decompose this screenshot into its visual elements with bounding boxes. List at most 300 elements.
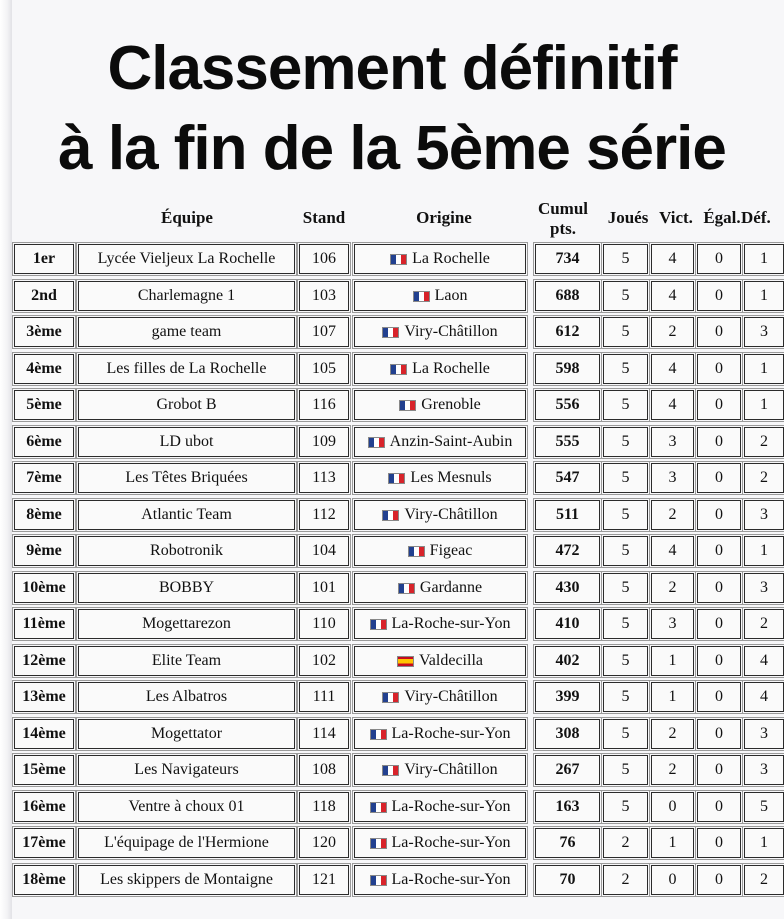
cumul-points: 399 — [555, 688, 580, 705]
egal-cell — [697, 609, 741, 639]
fr-flag-icon — [368, 437, 385, 448]
team-cell — [78, 573, 295, 603]
team-name: LD ubot — [159, 433, 214, 450]
origin-name: La-Roche-sur-Yon — [391, 725, 511, 742]
joues-cell — [603, 609, 648, 639]
rank-label: 8ème — [26, 506, 62, 523]
origin-name: Anzin-Saint-Aubin — [389, 433, 513, 450]
origin-name: Viry-Châtillon — [404, 323, 498, 340]
table-row — [14, 240, 784, 276]
vict-cell — [651, 755, 694, 785]
stand-number: 110 — [312, 615, 336, 632]
origin-name: La-Roche-sur-Yon — [391, 615, 511, 632]
fr-flag-icon — [390, 254, 407, 265]
def-count: 1 — [760, 250, 768, 267]
team-name: Elite Team — [151, 652, 222, 669]
def-cell — [744, 719, 784, 749]
origin-cell — [354, 646, 526, 676]
team-cell — [78, 317, 295, 347]
egal-cell — [697, 719, 741, 749]
stand-number: 113 — [312, 469, 336, 486]
egal-count: 0 — [715, 798, 723, 815]
def-cell — [744, 682, 784, 712]
vict-cell — [651, 500, 694, 530]
stand-number: 102 — [312, 652, 336, 669]
origin-cell — [354, 792, 526, 822]
header-stand: Stand — [302, 208, 346, 227]
egal-cell — [697, 281, 741, 311]
page-title-line-2: à la fin de la 5ème série — [58, 114, 726, 183]
def-count: 4 — [760, 652, 768, 669]
team-cell — [78, 792, 295, 822]
joues-cell — [603, 536, 648, 566]
cumul-points: 556 — [555, 396, 580, 413]
fr-flag-icon — [408, 546, 425, 557]
rank-cell — [14, 463, 74, 493]
origin-name: Laon — [434, 287, 468, 304]
vict-count: 1 — [668, 688, 677, 705]
vict-cell — [651, 281, 694, 311]
egal-cell — [697, 828, 741, 858]
cumul-points: 612 — [555, 323, 580, 340]
rank-cell — [14, 281, 74, 311]
rank-label: 4ème — [26, 360, 62, 377]
team-cell — [78, 755, 295, 785]
def-cell — [744, 828, 784, 858]
def-cell — [744, 755, 784, 785]
origin-cell — [354, 865, 526, 895]
joues-cell — [603, 646, 648, 676]
rank-label: 12ème — [22, 652, 66, 669]
origin-name: Grenoble — [421, 396, 481, 413]
def-count: 3 — [760, 506, 768, 523]
stand-cell — [299, 573, 349, 603]
origin-cell — [354, 719, 526, 749]
joues-count: 5 — [621, 323, 630, 340]
egal-count: 0 — [715, 469, 723, 486]
table-row — [14, 642, 784, 678]
team-cell — [78, 390, 295, 420]
es-flag-icon — [397, 656, 414, 667]
team-cell — [78, 682, 295, 712]
vict-cell — [651, 828, 694, 858]
egal-count: 0 — [715, 287, 723, 304]
joues-count: 2 — [621, 871, 630, 888]
joues-count: 5 — [621, 506, 630, 523]
header-vict: Vict. — [659, 208, 693, 227]
cumul-cell — [535, 281, 600, 311]
vict-cell — [651, 609, 694, 639]
vict-count: 4 — [668, 287, 677, 304]
joues-count: 5 — [621, 798, 630, 815]
cumul-cell — [535, 390, 600, 420]
cumul-points: 308 — [555, 725, 580, 742]
joues-count: 5 — [621, 433, 630, 450]
table-row — [14, 824, 784, 860]
team-cell — [78, 865, 295, 895]
table-row — [14, 678, 784, 714]
cumul-cell — [535, 244, 600, 274]
origin-cell — [354, 244, 526, 274]
vict-cell — [651, 390, 694, 420]
def-cell — [744, 317, 784, 347]
joues-count: 5 — [621, 579, 630, 596]
header-def: Déf. — [741, 208, 771, 227]
team-name: Lycée Vieljeux La Rochelle — [97, 250, 276, 267]
cumul-cell — [535, 573, 600, 603]
vict-count: 4 — [668, 250, 677, 267]
rank-label: 2nd — [31, 287, 57, 304]
fr-flag-icon — [382, 692, 399, 703]
egal-cell — [697, 427, 741, 457]
def-cell — [744, 390, 784, 420]
rank-label: 5ème — [26, 396, 62, 413]
origin-name: Figeac — [429, 542, 473, 559]
def-cell — [744, 354, 784, 384]
origin-name: Viry-Châtillon — [404, 688, 498, 705]
vict-count: 2 — [668, 761, 677, 778]
stand-cell — [299, 463, 349, 493]
cumul-cell — [535, 354, 600, 384]
vict-count: 2 — [668, 725, 677, 742]
rank-cell — [14, 682, 74, 712]
rank-label: 7ème — [26, 469, 62, 486]
stand-number: 116 — [312, 396, 336, 413]
origin-name: La-Roche-sur-Yon — [391, 871, 511, 888]
vict-cell — [651, 646, 694, 676]
joues-count: 5 — [621, 725, 630, 742]
team-name: Ventre à choux 01 — [128, 798, 245, 815]
rank-cell — [14, 792, 74, 822]
rank-label: 13ème — [22, 688, 66, 705]
joues-count: 5 — [621, 761, 630, 778]
def-count: 1 — [760, 834, 768, 851]
def-count: 4 — [760, 688, 768, 705]
rank-label: 18ème — [22, 871, 66, 888]
egal-cell — [697, 646, 741, 676]
def-cell — [744, 646, 784, 676]
rank-label: 15ème — [22, 761, 66, 778]
cumul-cell — [535, 609, 600, 639]
cumul-points: 267 — [555, 761, 580, 778]
team-cell — [78, 354, 295, 384]
fr-flag-icon — [382, 765, 399, 776]
joues-cell — [603, 682, 648, 712]
joues-count: 5 — [621, 542, 630, 559]
egal-cell — [697, 865, 741, 895]
table-row — [14, 350, 784, 386]
cumul-points: 163 — [555, 798, 580, 815]
egal-count: 0 — [715, 396, 723, 413]
origin-cell — [354, 682, 526, 712]
vict-cell — [651, 719, 694, 749]
cumul-points: 511 — [555, 506, 580, 523]
cumul-points: 555 — [555, 433, 580, 450]
def-cell — [744, 281, 784, 311]
egal-count: 0 — [715, 250, 723, 267]
cumul-points: 688 — [555, 287, 580, 304]
team-cell — [78, 719, 295, 749]
vict-count: 3 — [668, 469, 677, 486]
stand-cell — [299, 500, 349, 530]
joues-cell — [603, 463, 648, 493]
def-count: 1 — [760, 287, 768, 304]
fr-flag-icon — [398, 583, 415, 594]
origin-name: Viry-Châtillon — [404, 761, 498, 778]
egal-count: 0 — [715, 652, 723, 669]
joues-cell — [603, 427, 648, 457]
joues-count: 5 — [621, 652, 630, 669]
def-cell — [744, 865, 784, 895]
vict-cell — [651, 354, 694, 384]
rank-label: 17ème — [22, 834, 66, 851]
origin-cell — [354, 828, 526, 858]
origin-name: La Rochelle — [412, 360, 490, 377]
fr-flag-icon — [370, 838, 387, 849]
origin-name: La-Roche-sur-Yon — [391, 834, 511, 851]
cumul-cell — [535, 536, 600, 566]
rank-label: 11ème — [22, 615, 66, 632]
origin-name: Valdecilla — [419, 652, 483, 669]
origin-cell — [354, 500, 526, 530]
stand-cell — [299, 390, 349, 420]
team-name: game team — [151, 323, 222, 340]
origin-cell — [354, 536, 526, 566]
stand-number: 121 — [312, 871, 336, 888]
team-name: Mogettator — [150, 725, 223, 742]
joues-count: 2 — [621, 834, 630, 851]
joues-cell — [603, 719, 648, 749]
fr-flag-icon — [370, 875, 387, 886]
egal-cell — [697, 390, 741, 420]
table-row — [14, 605, 784, 641]
origin-cell — [354, 390, 526, 420]
team-name: Charlemagne 1 — [137, 287, 236, 304]
vict-cell — [651, 792, 694, 822]
stand-number: 118 — [312, 798, 336, 815]
rank-cell — [14, 755, 74, 785]
joues-cell — [603, 792, 648, 822]
vict-count: 2 — [668, 506, 677, 523]
team-name: L'équipage de l'Hermione — [104, 834, 269, 851]
fr-flag-icon — [370, 619, 387, 630]
stand-number: 107 — [312, 323, 336, 340]
vict-cell — [651, 536, 694, 566]
joues-cell — [603, 244, 648, 274]
vict-count: 4 — [668, 396, 677, 413]
stand-cell — [299, 609, 349, 639]
joues-cell — [603, 317, 648, 347]
egal-count: 0 — [715, 542, 723, 559]
fr-flag-icon — [413, 291, 430, 302]
rank-label: 3ème — [26, 323, 62, 340]
cumul-points: 402 — [555, 652, 580, 669]
table-row — [14, 496, 784, 532]
joues-cell — [603, 500, 648, 530]
stand-cell — [299, 719, 349, 749]
fr-flag-icon — [382, 510, 399, 521]
egal-cell — [697, 354, 741, 384]
joues-count: 5 — [621, 250, 630, 267]
table-row — [14, 313, 784, 349]
egal-cell — [697, 573, 741, 603]
egal-cell — [697, 317, 741, 347]
cumul-points: 547 — [555, 469, 580, 486]
team-name: Robotronik — [150, 542, 223, 559]
def-count: 3 — [760, 725, 768, 742]
header-egal: Égal. — [703, 208, 741, 227]
table-row — [14, 715, 784, 751]
origin-cell — [354, 609, 526, 639]
egal-cell — [697, 244, 741, 274]
header-equipe: Équipe — [161, 208, 213, 227]
rank-cell — [14, 573, 74, 603]
joues-cell — [603, 281, 648, 311]
def-count: 2 — [760, 871, 768, 888]
origin-cell — [354, 755, 526, 785]
joues-cell — [603, 865, 648, 895]
vict-cell — [651, 865, 694, 895]
team-name: Mogettarezon — [142, 615, 231, 632]
egal-count: 0 — [715, 323, 723, 340]
fr-flag-icon — [390, 364, 407, 375]
def-cell — [744, 427, 784, 457]
joues-count: 5 — [621, 360, 630, 377]
vict-cell — [651, 427, 694, 457]
egal-count: 0 — [715, 433, 723, 450]
cumul-cell — [535, 755, 600, 785]
cumul-cell — [535, 792, 600, 822]
rank-label: 16ème — [22, 798, 66, 815]
def-cell — [744, 244, 784, 274]
stand-number: 111 — [312, 688, 336, 705]
stand-number: 103 — [312, 287, 336, 304]
joues-count: 5 — [621, 287, 630, 304]
def-count: 2 — [760, 433, 768, 450]
cumul-cell — [535, 865, 600, 895]
stand-number: 106 — [312, 250, 336, 267]
def-cell — [744, 792, 784, 822]
stand-cell — [299, 682, 349, 712]
cumul-points: 472 — [555, 542, 580, 559]
origin-cell — [354, 463, 526, 493]
egal-cell — [697, 500, 741, 530]
cumul-cell — [535, 719, 600, 749]
egal-cell — [697, 463, 741, 493]
vict-count: 2 — [668, 323, 677, 340]
stand-number: 108 — [312, 761, 336, 778]
rank-cell — [14, 719, 74, 749]
rank-cell — [14, 865, 74, 895]
rank-cell — [14, 244, 74, 274]
team-cell — [78, 536, 295, 566]
vict-count: 0 — [668, 798, 677, 815]
header-cumul: Cumul pts. — [537, 199, 589, 238]
fr-flag-icon — [388, 473, 405, 484]
joues-cell — [603, 390, 648, 420]
team-cell — [78, 244, 295, 274]
def-count: 1 — [760, 396, 768, 413]
team-cell — [78, 646, 295, 676]
vict-cell — [651, 244, 694, 274]
joues-cell — [603, 573, 648, 603]
def-cell — [744, 500, 784, 530]
team-name: Atlantic Team — [141, 506, 232, 523]
header-origine: Origine — [416, 208, 472, 227]
stand-number: 104 — [312, 542, 336, 559]
origin-cell — [354, 573, 526, 603]
vict-cell — [651, 317, 694, 347]
joues-count: 5 — [621, 396, 630, 413]
vict-count: 2 — [668, 579, 677, 596]
table-row — [14, 861, 784, 897]
table-row — [14, 423, 784, 459]
def-count: 1 — [760, 542, 768, 559]
stand-number: 120 — [312, 834, 336, 851]
team-name: Grobot B — [156, 396, 217, 413]
origin-cell — [354, 354, 526, 384]
stand-number: 105 — [312, 360, 336, 377]
header-joues: Joués — [607, 208, 649, 227]
rank-cell — [14, 828, 74, 858]
def-count: 3 — [760, 761, 768, 778]
joues-cell — [603, 828, 648, 858]
cumul-points: 430 — [555, 579, 580, 596]
def-cell — [744, 573, 784, 603]
table-row — [14, 532, 784, 568]
joues-count: 5 — [621, 469, 630, 486]
origin-cell — [354, 317, 526, 347]
cumul-cell — [535, 646, 600, 676]
rank-cell — [14, 390, 74, 420]
stand-cell — [299, 792, 349, 822]
rank-cell — [14, 500, 74, 530]
fr-flag-icon — [370, 729, 387, 740]
rank-label: 14ème — [22, 725, 66, 742]
cumul-points: 598 — [555, 360, 580, 377]
team-cell — [78, 281, 295, 311]
cumul-points: 70 — [559, 871, 576, 888]
def-count: 5 — [760, 798, 768, 815]
stand-cell — [299, 281, 349, 311]
vict-count: 0 — [668, 871, 677, 888]
rank-cell — [14, 536, 74, 566]
def-cell — [744, 463, 784, 493]
egal-count: 0 — [715, 615, 723, 632]
vict-count: 3 — [668, 433, 677, 450]
table-row — [14, 569, 784, 605]
stand-cell — [299, 427, 349, 457]
vict-cell — [651, 573, 694, 603]
egal-count: 0 — [715, 579, 723, 596]
stand-cell — [299, 755, 349, 785]
page-title-line-1: Classement définitif — [107, 34, 677, 103]
stand-number: 109 — [312, 433, 336, 450]
team-name: Les Albatros — [145, 688, 228, 705]
fr-flag-icon — [370, 802, 387, 813]
team-cell — [78, 463, 295, 493]
origin-name: La-Roche-sur-Yon — [391, 798, 511, 815]
team-name: Les filles de La Rochelle — [106, 360, 267, 377]
vict-count: 1 — [668, 834, 677, 851]
egal-cell — [697, 792, 741, 822]
origin-name: Les Mesnuls — [410, 469, 492, 486]
cumul-points: 76 — [559, 834, 576, 851]
def-count: 3 — [760, 323, 768, 340]
vict-count: 3 — [668, 615, 677, 632]
vict-count: 4 — [668, 542, 677, 559]
team-cell — [78, 828, 295, 858]
